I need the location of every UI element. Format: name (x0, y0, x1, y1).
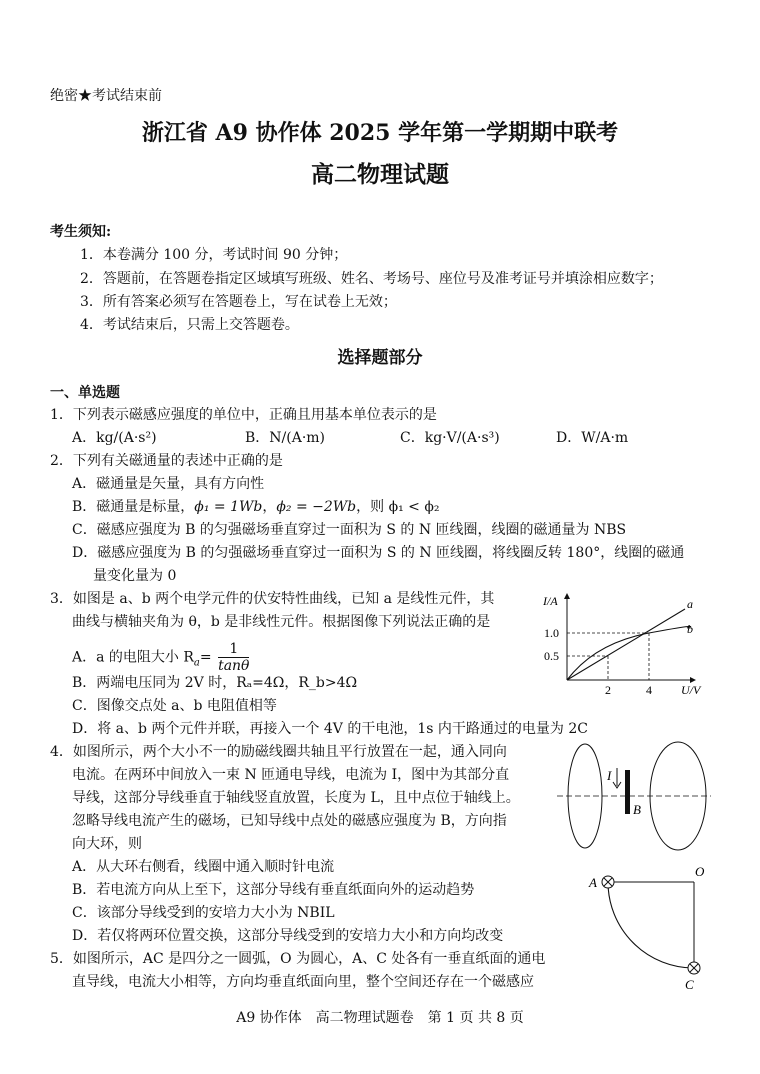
q4-stem-cont: 向大环，则 (72, 836, 142, 852)
notice-item: 2．答题前，在答题卷指定区域填写班级、姓名、考场号、座位号及准考证号并填涂相应数字； (80, 271, 663, 287)
point-a-label: A (589, 875, 597, 890)
field-label: B (633, 802, 641, 817)
page-footer: A9 协作体 高二物理试题卷 第 1 页 共 8 页 (236, 1010, 524, 1026)
q4-option-b: B．若电流方向从上至下，这部分导线有垂直纸面向外的运动趋势 (72, 882, 475, 898)
wire-segment (625, 770, 630, 814)
q3-stem: 3．如图是 a、b 两个电学元件的伏安特性曲线，已知 a 是线性元件，其 (50, 591, 495, 607)
tick-0-5: 0.5 (544, 649, 559, 663)
curve-b (567, 626, 691, 680)
q1-option-b: B．N/(A·m) (245, 430, 326, 446)
label-a: a (687, 597, 693, 611)
q2-option-b: B．磁通量是标量，ϕ₁ = 1Wb，ϕ₂ = −2Wb，则 ϕ₁ < ϕ₂ (72, 499, 440, 515)
tick-4: 4 (646, 683, 652, 697)
part-title: 选择题部分 (337, 348, 423, 368)
q4-stem-cont: 电流。在两环中间放入一束 N 匝通电导线，电流为 I，图中为其部分直 (72, 767, 510, 783)
notice-heading: 考生须知: (50, 224, 112, 240)
q1-option-d: D．W/A·m (556, 430, 629, 446)
q4-option-a: A．从大环右侧看，线圈中通入顺时针电流 (72, 859, 335, 875)
tick-2: 2 (605, 683, 611, 697)
q2-option-a: A．磁通量是矢量，具有方向性 (72, 476, 265, 492)
q2-option-c: C．磁感应强度为 B 的匀强磁场垂直穿过一面积为 S 的 N 匝线圈，线圈的磁通量为 NBS (72, 522, 627, 538)
q3-stem-cont: 曲线与横轴夹角为 θ，b 是非线性元件。根据图像下列说法正确的是 (72, 614, 491, 630)
q2-option-d: D．磁感应强度为 B 的匀强磁场垂直穿过一面积为 S 的 N 匝线圈，将线圈反转 180°，线圈的磁通 (72, 545, 685, 561)
q4-stem-cont: 导线，这部分导线垂直于轴线竖直放置，长度为 L，且中点位于轴线上。 (72, 790, 520, 806)
q1-stem: 1．下列表示磁感应强度的单位中，正确且用基本单位表示的是 (50, 407, 437, 423)
exam-subtitle: 高二物理试题 (311, 161, 449, 188)
y-label: I/A (543, 594, 558, 608)
label-b: b (687, 622, 693, 636)
x-label: U/V (681, 683, 701, 697)
q1-option-a: A．kg/(A·s²) (72, 430, 157, 446)
q4-stem: 4．如图所示，两个大小不一的励磁线圈共轴且平行放置在一起，通入同向 (50, 744, 507, 760)
section-heading: 一、单选题 (50, 385, 120, 401)
q4-option-c: C．该部分导线受到的安培力大小为 NBIL (72, 905, 335, 921)
current-label: I (607, 768, 612, 783)
q3-option-a: A．a 的电阻大小 $R_a=$ $\frac{1}{\tan\theta}$ (72, 641, 250, 674)
point-c-label: C (685, 977, 694, 992)
q3-option-d: D．将 a、b 两个元件并联，再接入一个 4V 的干电池，1s 内干路通过的电量为 2C (72, 721, 588, 737)
point-o-label: O (695, 864, 705, 879)
notice-item: 3．所有答案必须写在答题卷上，写在试卷上无效； (80, 294, 397, 310)
line-a (567, 609, 685, 680)
q1-option-c: C．kg·V/(A·s³) (400, 430, 500, 446)
wire-c-into-page-icon (688, 962, 700, 974)
iv-characteristic-graph (535, 588, 715, 700)
q2-stem: 2．下列有关磁通量的表述中正确的是 (50, 453, 283, 469)
q5-stem-cont: 直导线，电流大小相等，方向均垂直纸面向里，整个空间还存在一个磁感应 (72, 974, 534, 990)
q4-stem-cont: 忽略导线电流产生的磁场，已知导线中点处的磁感应强度为 B，方向指 (72, 813, 507, 829)
quarter-arc (608, 882, 694, 968)
q5-stem: 5．如图所示，AC 是四分之一圆弧，O 为圆心，A、C 处各有一垂直纸面的通电 (50, 951, 546, 967)
q3-option-b: B．两端电压同为 2V 时，Rₐ=4Ω，R_b>4Ω (72, 675, 358, 691)
wire-a-into-page-icon (602, 876, 614, 888)
confidential-mark: 绝密★考试结束前 (50, 88, 162, 104)
arc-figure (585, 864, 715, 994)
q3-option-c: C．图像交点处 a、b 电阻值相等 (72, 698, 277, 714)
q4-option-d: D．若仅将两环位置交换，这部分导线受到的安培力大小和方向均改变 (72, 928, 504, 944)
notice-item: 1．本卷满分 100 分，考试时间 90 分钟； (80, 247, 348, 263)
exam-title: 浙江省 A9 协作体 2025 学年第一学期期中联考 (141, 120, 619, 146)
notice-item: 4．考试结束后，只需上交答题卷。 (80, 317, 299, 333)
q2-option-d-cont: 量变化量为 0 (93, 568, 177, 584)
coils-figure (555, 738, 715, 862)
tick-1-0: 1.0 (544, 626, 559, 640)
